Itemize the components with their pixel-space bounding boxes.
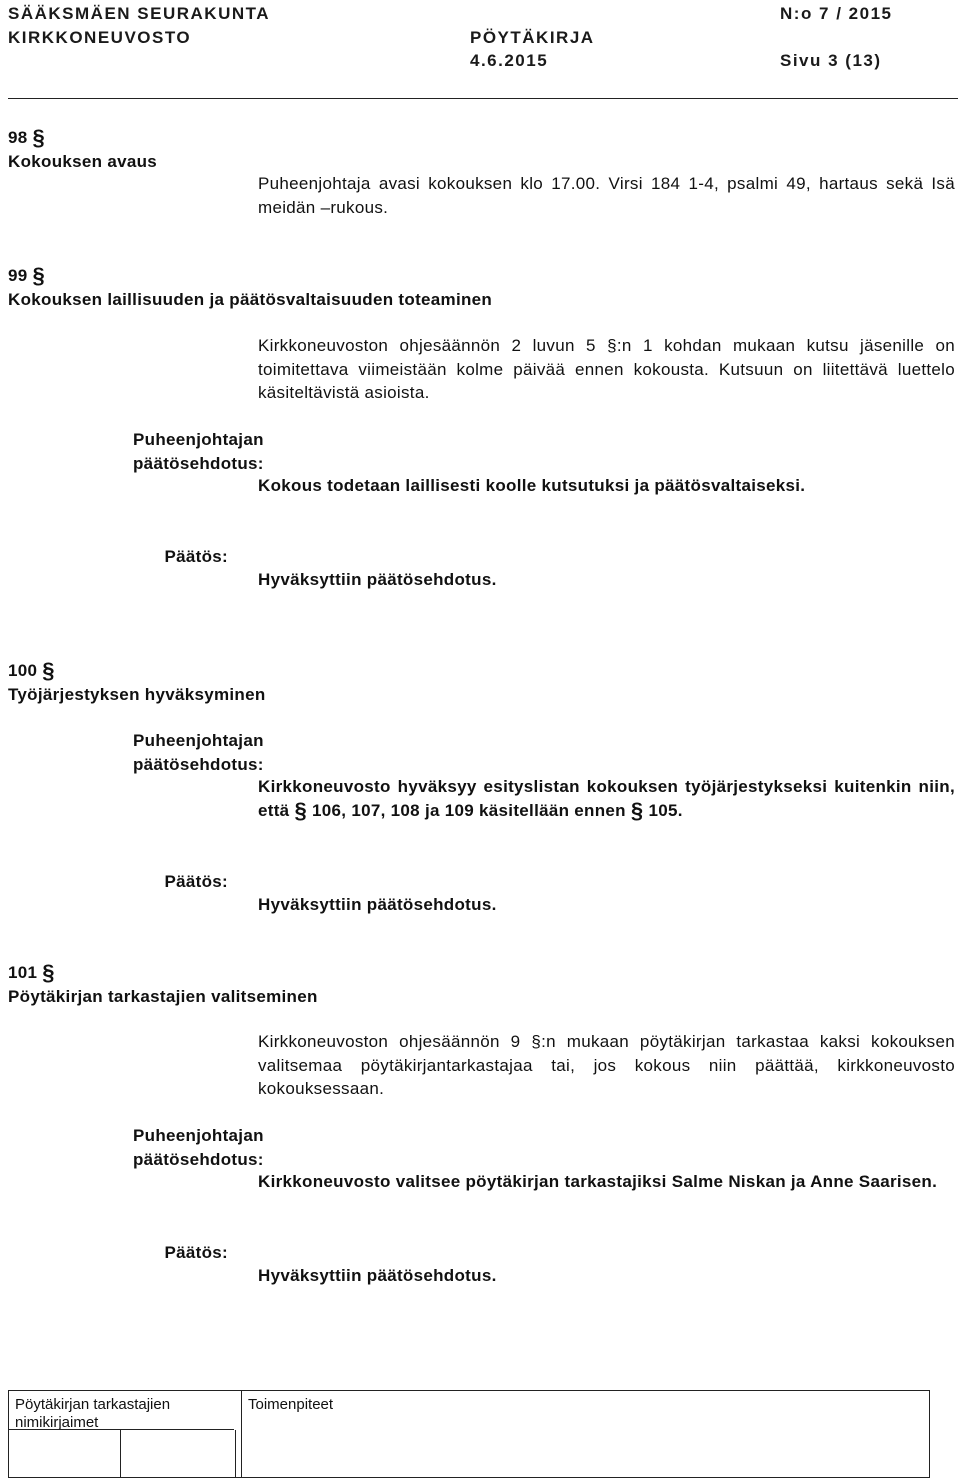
protocol-number: N:o 7 / 2015 bbox=[780, 4, 893, 23]
meeting-date: 4.6.2015 bbox=[470, 51, 549, 70]
page-number: Sivu 3 (13) bbox=[780, 51, 882, 70]
signature-box-divider bbox=[120, 1430, 236, 1478]
signatures-label: Pöytäkirjan tarkastajien nimikirjaimet bbox=[15, 1396, 171, 1431]
section-number: 99 § bbox=[8, 263, 46, 288]
actions-cell bbox=[242, 1391, 930, 1478]
decision-text: Hyväksyttiin päätösehdotus. bbox=[258, 1266, 497, 1285]
decision-text: Hyväksyttiin päätösehdotus. bbox=[258, 570, 497, 589]
section-body: Puheenjohtaja avasi kokouksen klo 17.00. Virsi 184 1-4, psalmi 49, hartaus sekä Isä meidän –rukous. bbox=[258, 174, 955, 217]
document-type: PÖYTÄKIRJA bbox=[470, 28, 595, 47]
section-number: 98 § bbox=[8, 125, 46, 150]
section-title: Pöytäkirjan tarkastajien valitseminen bbox=[8, 987, 318, 1006]
signature-box-line bbox=[8, 1429, 234, 1430]
chair-proposal: Kokous todetaan laillisesti koolle kutsutuksi ja päätösvaltaiseksi. bbox=[258, 476, 806, 495]
section-title: Kokouksen avaus bbox=[8, 152, 158, 171]
decision-label: Päätös: bbox=[164, 872, 228, 891]
chair-proposal: Kirkkoneuvosto valitsee pöytäkirjan tarkastajiksi Salme Niskan ja Anne Saarisen. bbox=[258, 1172, 938, 1191]
section-body: Kirkkoneuvoston ohjesäännön 9 §:n mukaan pöytäkirjan tarkastaa kaksi kokouksen valitsemaa pöytäkirjantarkastajaa tai, jos kokous niin päättää, kirkkoneuvosto kokouksessaan. bbox=[258, 1032, 955, 1098]
chair-proposal: Kirkkoneuvosto hyväksyy esityslistan kokouksen työjärjestykseksi kuitenkin niin, että § 106, 107, 108 ja 109 käsitellään ennen § 105. bbox=[258, 777, 955, 823]
body-name: KIRKKONEUVOSTO bbox=[8, 28, 192, 47]
decision-label: Päätös: bbox=[164, 547, 228, 566]
proposal-label: Puheenjohtajan päätösehdotus: bbox=[133, 1126, 264, 1169]
actions-label: Toimenpiteet bbox=[248, 1396, 334, 1413]
decision-label: Päätös: bbox=[164, 1243, 228, 1262]
section-sign-icon: § bbox=[42, 960, 55, 985]
section-sign-icon: § bbox=[32, 263, 46, 288]
section-title: Työjärjestyksen hyväksyminen bbox=[8, 685, 266, 704]
proposal-label: Puheenjohtajan päätösehdotus: bbox=[133, 731, 264, 774]
section-number: 100 § bbox=[8, 658, 55, 683]
section-body: Kirkkoneuvoston ohjesäännön 2 luvun 5 §:n 1 kohdan mukaan kutsu jäsenille on toimitettava viimeistään kolme päivää ennen kokousta. Kutsuun on liitettävä luettelo käsiteltävistä asioista. bbox=[258, 336, 955, 402]
section-number: 101 § bbox=[8, 960, 55, 985]
header-divider bbox=[8, 98, 958, 99]
section-sign-icon: § bbox=[630, 797, 644, 823]
section-title: Kokouksen laillisuuden ja päätösvaltaisuuden toteaminen bbox=[8, 290, 493, 309]
decision-text: Hyväksyttiin päätösehdotus. bbox=[258, 895, 497, 914]
proposal-label: Puheenjohtajan päätösehdotus: bbox=[133, 430, 264, 473]
section-sign-icon: § bbox=[42, 658, 55, 683]
organization-name: SÄÄKSMÄEN SEURAKUNTA bbox=[8, 4, 271, 23]
section-sign-icon: § bbox=[294, 797, 308, 823]
section-sign-icon: § bbox=[32, 125, 46, 150]
